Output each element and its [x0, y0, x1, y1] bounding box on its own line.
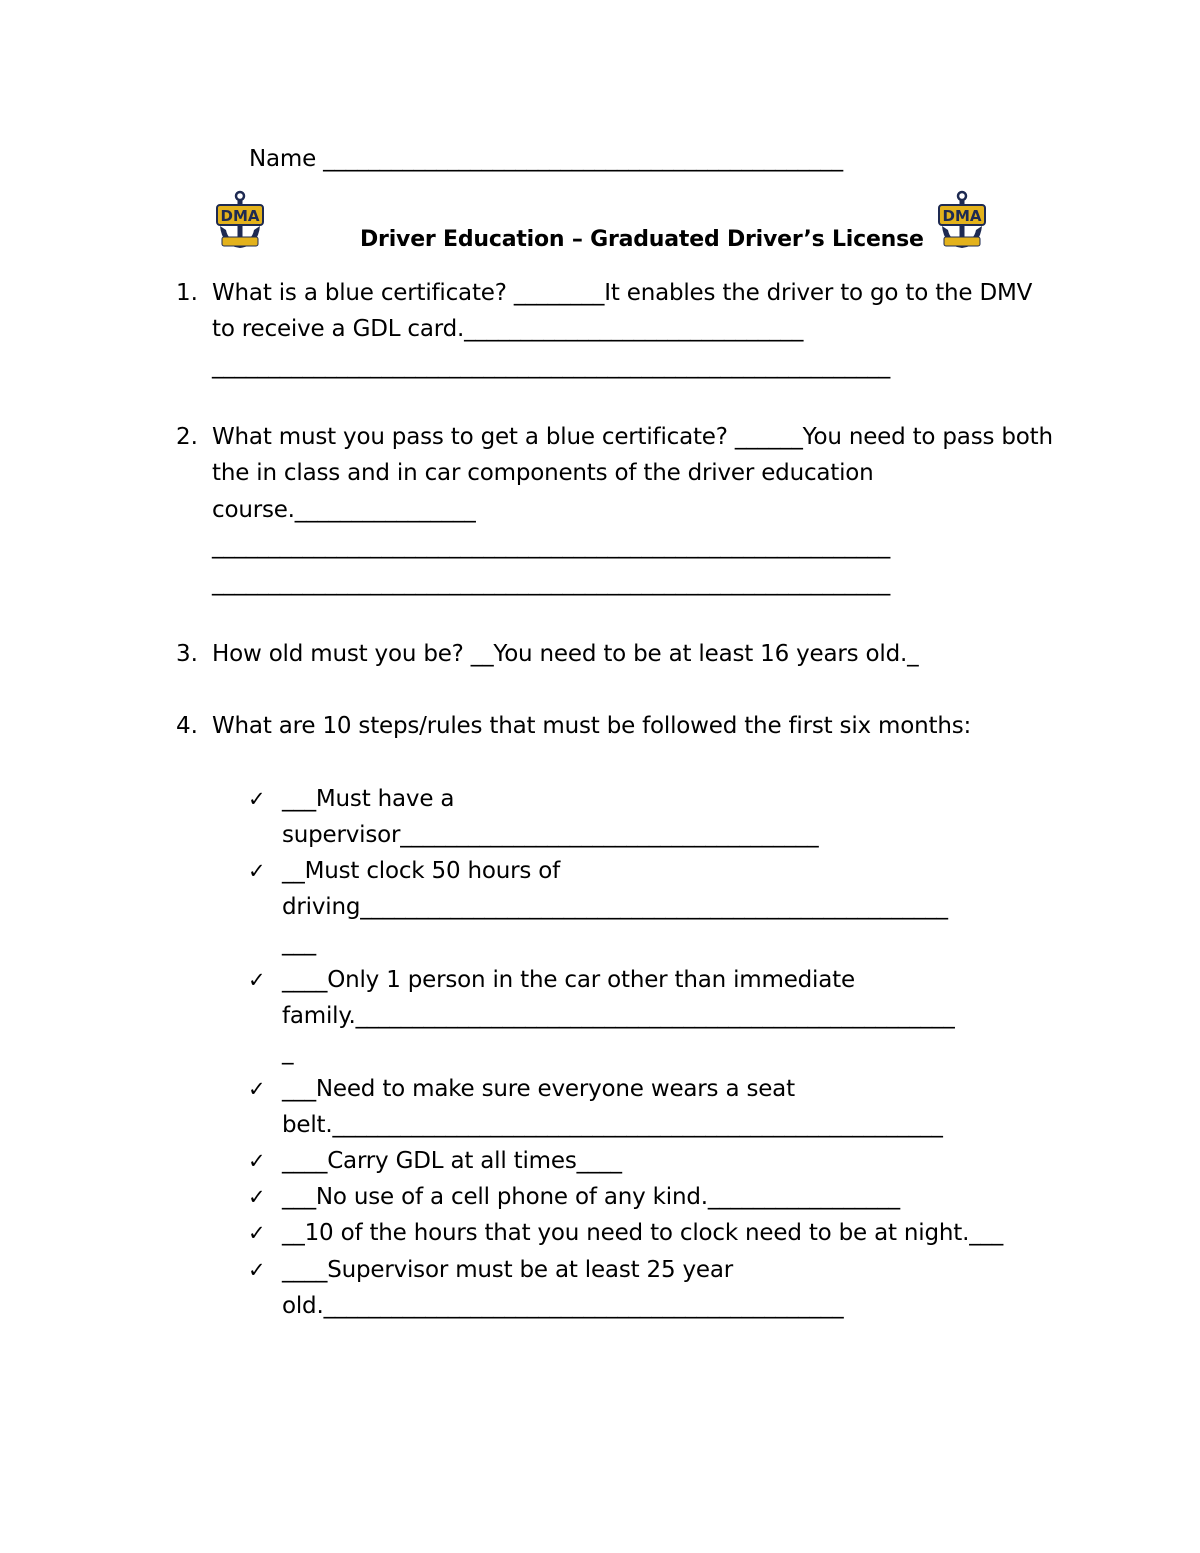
question-2-number: 2.: [176, 424, 198, 450]
svg-text:DMA: DMA: [942, 207, 982, 225]
checklist-item-2-line-2: driving____________________________________________________: [282, 894, 948, 920]
question-3-line-1: How old must you be? __You need to be at least 16 years old._: [212, 641, 919, 667]
checklist-item-2-line-3: ___: [282, 930, 316, 956]
question-1-line-1: What is a blue certificate? ________It enables the driver to go to the DMV: [212, 280, 1033, 306]
checklist-item-8-line-2: old.______________________________________________: [282, 1293, 844, 1319]
checkmark-icon: ✓: [248, 1221, 266, 1245]
question-4-line-1: What are 10 steps/rules that must be followed the first six months:: [212, 713, 972, 739]
worksheet-title: Driver Education – Graduated Driver’s License: [360, 227, 924, 252]
checkmark-icon: ✓: [248, 1077, 266, 1101]
checklist-item-5-line-1: ____Carry GDL at all times____: [282, 1148, 622, 1174]
school-crest-logo-left: [216, 190, 264, 252]
question-1-number: 1.: [176, 280, 198, 306]
question-2-line-4: ____________________________________________________________: [212, 533, 891, 559]
school-crest-logo-right: [938, 190, 986, 252]
checkmark-icon: ✓: [248, 1185, 266, 1209]
checklist-item-4-line-1: ___Need to make sure everyone wears a seat: [282, 1076, 795, 1102]
checklist-item-1-line-1: ___Must have a: [282, 786, 455, 812]
question-3-number: 3.: [176, 641, 198, 667]
checklist-item-3-line-2: family._____________________________________________________: [282, 1003, 955, 1029]
checklist-item-3-line-3: _: [282, 1039, 294, 1065]
checklist-item-4-line-2: belt.______________________________________________________: [282, 1112, 943, 1138]
question-2-line-2: the in class and in car components of the driver education: [212, 460, 874, 486]
question-1-line-2: to receive a GDL card.______________________________: [212, 316, 804, 342]
question-1-line-3: ____________________________________________________________: [212, 353, 891, 379]
question-2-line-3: course.________________: [212, 497, 476, 523]
checklist-item-7-line-1: __10 of the hours that you need to clock need to be at night.___: [282, 1220, 1004, 1246]
checkmark-icon: ✓: [248, 787, 266, 811]
checklist-item-8-line-1: ____Supervisor must be at least 25 year: [282, 1257, 734, 1283]
name-field-label: Name ______________________________________________: [249, 146, 843, 172]
checklist-item-6-line-1: ___No use of a cell phone of any kind._________________: [282, 1184, 900, 1210]
checkmark-icon: ✓: [248, 859, 266, 883]
svg-text:DMA: DMA: [220, 207, 260, 225]
checklist-item-2-line-1: __Must clock 50 hours of: [282, 858, 561, 884]
checkmark-icon: ✓: [248, 1258, 266, 1282]
question-2-line-5: ____________________________________________________________: [212, 570, 891, 596]
question-4-number: 4.: [176, 713, 198, 739]
question-2-line-1: What must you pass to get a blue certificate? ______You need to pass both: [212, 424, 1053, 450]
checkmark-icon: ✓: [248, 1149, 266, 1173]
checklist-item-3-line-1: ____Only 1 person in the car other than immediate: [282, 967, 855, 993]
checkmark-icon: ✓: [248, 968, 266, 992]
checklist-item-1-line-2: supervisor_____________________________________: [282, 822, 819, 848]
